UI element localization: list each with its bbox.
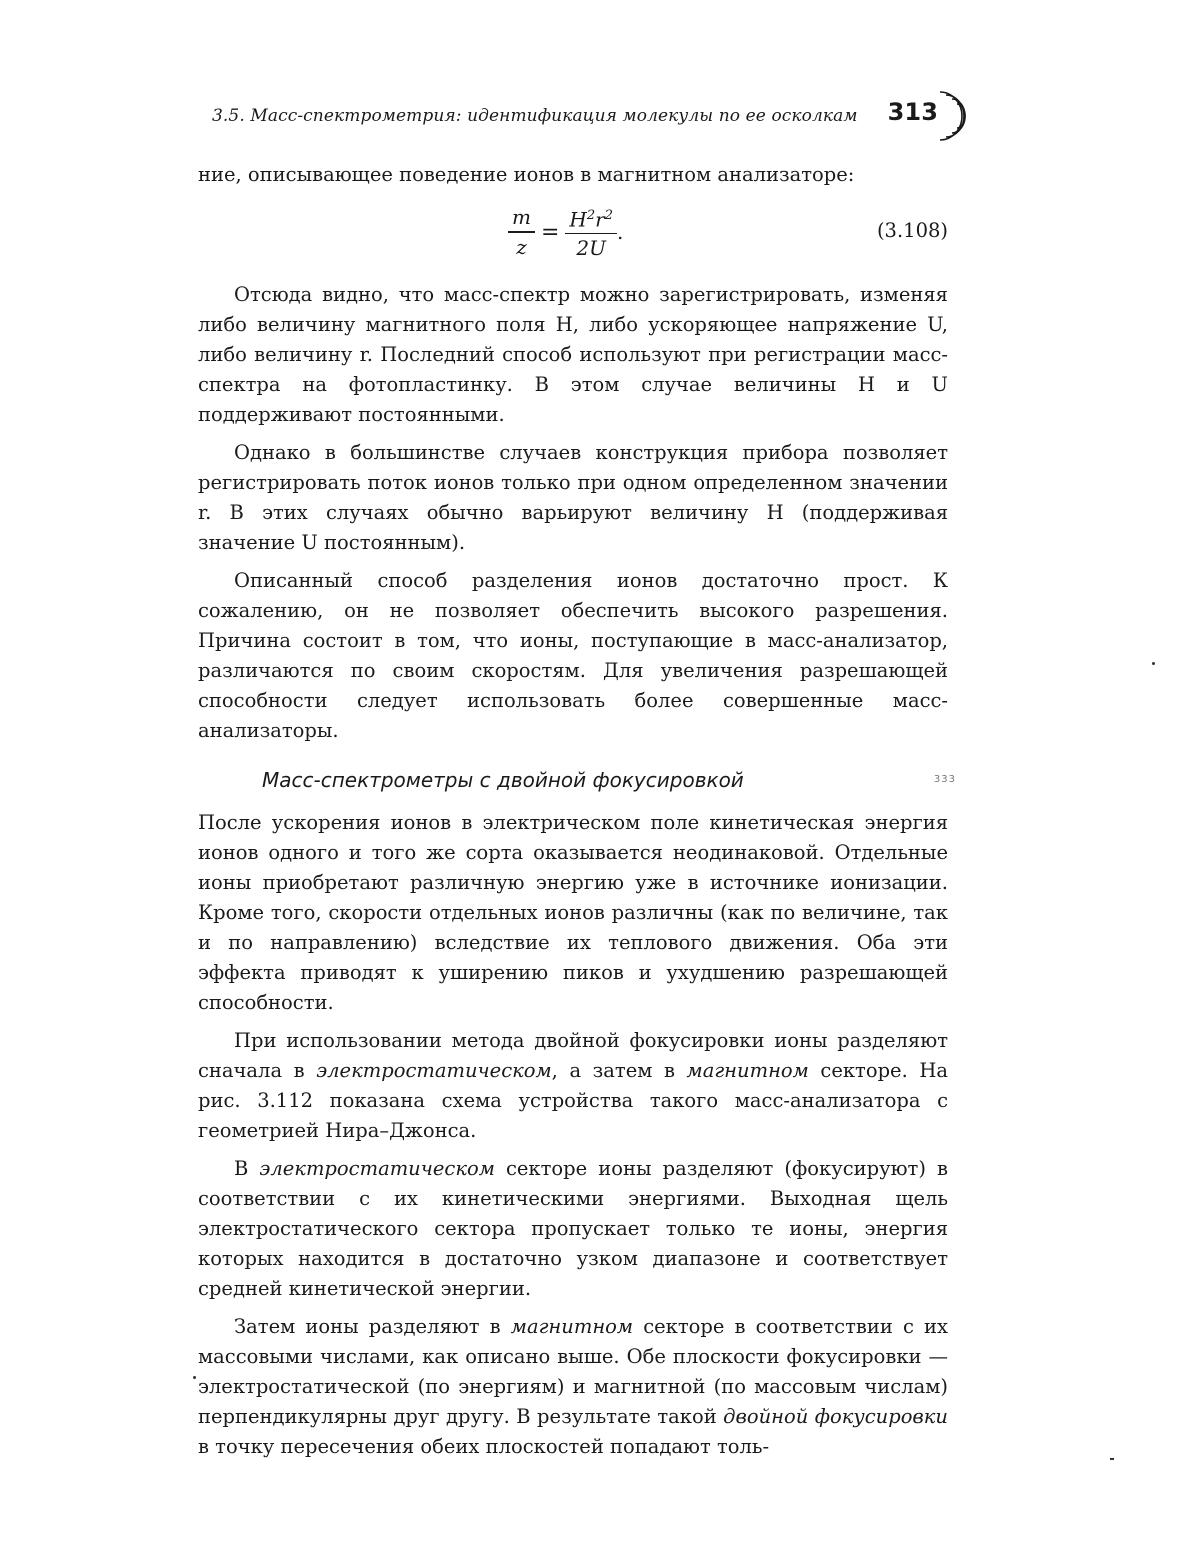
running-head xyxy=(198,92,948,140)
lhs-numerator: m xyxy=(512,205,531,230)
section-paragraph-1: После ускорения ионов в электрическом поле кинетическая энергия ионов одного и того же сорта оказывается неодинаковой. Отдельные ионы приобретают различную энергию уже в источнике ионизации. Кроме того, скорости отдельных ионов различны (как по величине, так и по направлению) вследствие их теплового движения. Оба эти эффекта приводят к уширению пиков и ухудшению разрешающей способности. xyxy=(198,811,948,1014)
equation-number: (3.108) xyxy=(876,219,948,242)
scan-speck xyxy=(1152,662,1155,665)
intro-line: ние, описывающее поведение ионов в магнитном анализаторе: xyxy=(198,163,855,186)
equation-3-108 xyxy=(198,192,948,272)
paragraph-2: Однако в большинстве случаев конструкция прибора позволяет регистрировать поток ионов только при одном определенном значении r. В этих случаях обычно варьируют величину H (поддерживая значение U постоянным). xyxy=(198,441,948,554)
page-number-arcs-icon xyxy=(930,86,970,146)
lhs-fraction xyxy=(508,203,535,260)
rhs-fraction xyxy=(565,202,617,263)
page-number: 313 xyxy=(887,98,938,126)
lhs-denominator: z xyxy=(516,234,527,259)
section-paragraph-3: В электростатическом секторе ионы разделяют (фокусируют) в соответствии с их кинетическими энергиями. Выходная щель электростатического сектора пропускает только те ионы, энергия которых находится в достаточно узком диапазоне и соответствует средней кинетической энергии. xyxy=(198,1157,949,1300)
section-paragraph-4: Затем ионы разделяют в магнитном секторе в соответствии с их массовыми числами, как описано выше. Обе плоскости фокусировки — электростатической (по энергиям) и магнитной (по массовым числам) перпендикулярны друг другу. В результате такой двойной фокусировки в точку пересечения обеих плоскостей попадают толь- xyxy=(198,1315,949,1458)
rhs-numerator: $H^2r^2$ xyxy=(569,207,613,232)
paragraph-1: Отсюда видно, что масс-спектр можно зарегистрировать, изменяя либо величину магнитного поля H, либо ускоряющее напряжение U, либо величину r. Последний способ используют при регистрации масс-спектра на фотопластинку. В этом случае величины H и U поддерживают постоянными. xyxy=(198,283,948,426)
rhs-denominator: 2U xyxy=(576,236,606,261)
equation-body: $\frac{m}{z}$ = $\frac{H^2r^2}{2U}$ . xyxy=(508,192,623,272)
paragraph-3: Описанный способ разделения ионов достаточно прост. К сожалению, он не позволяет обеспечить высокого разрешения. Причина состоит в том, что ионы, поступающие в масс-анализатор, различаются по своим скоростям. Для увеличения разрешающей способности следует использовать более совершенные масс-анализаторы. xyxy=(198,569,948,742)
equals-sign: = xyxy=(540,219,560,245)
running-head-title: 3.5. Масс-спектрометрия: идентификация молекулы по ее осколкам xyxy=(212,106,858,126)
scan-speck xyxy=(1110,1458,1114,1460)
section-heading xyxy=(262,768,956,798)
book-page xyxy=(198,92,956,1462)
heading-mark: 333 xyxy=(933,774,956,785)
section-heading-text: Масс-спектрометры с двойной фокусировкой xyxy=(262,768,744,792)
scan-speck xyxy=(193,1376,196,1379)
section-paragraph-2: При использовании метода двойной фокусировки ионы разделяют сначала в электростатическом, а затем в магнитном секторе. На рис. 3.112 показана схема устройства такого масс-анализатора с геометрией Нира–Джонса. xyxy=(198,1029,948,1142)
